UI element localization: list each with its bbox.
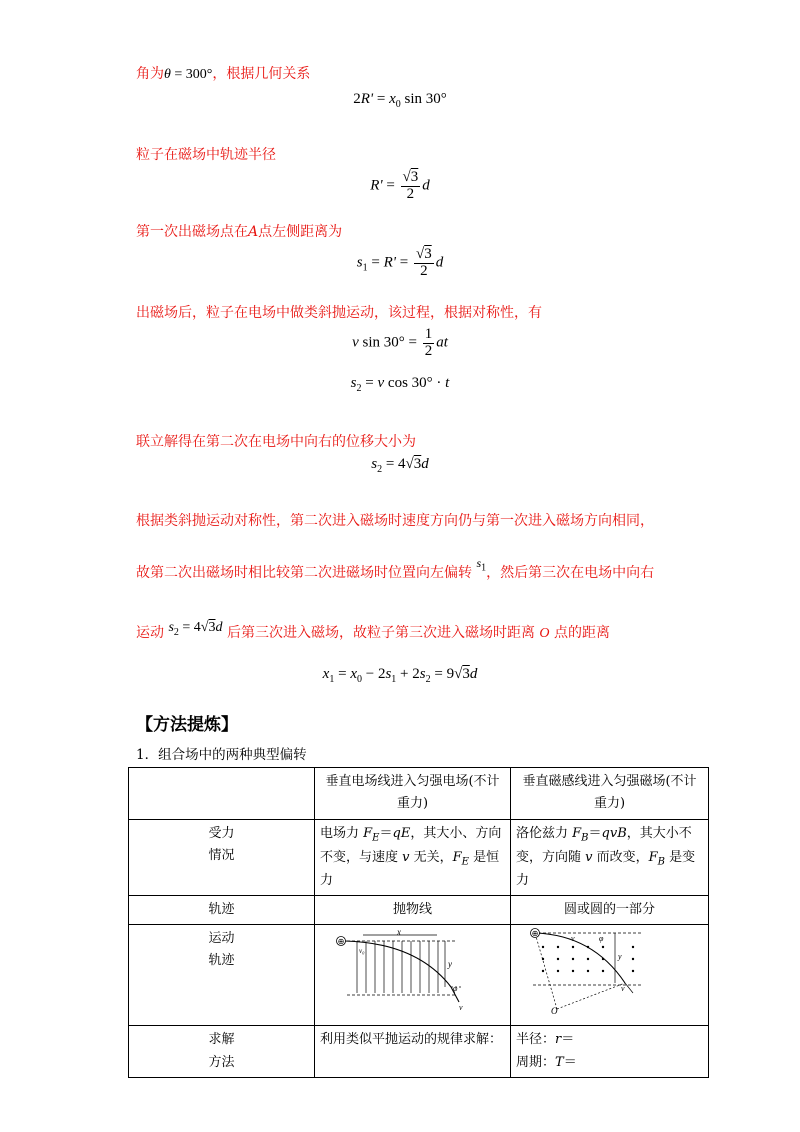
- row-label-force: 受力 情况: [129, 820, 315, 896]
- text-line-offset: 故第二次出磁场时相比较第二次进磁场时位置向左偏转 $s_1$，然后第三次在电场中向右: [136, 556, 655, 581]
- text-line-third-entry: 运动 $s_2 = 4√3d$ 后第三次进入磁场，故粒子第三次进入磁场时距离 O 点的距离: [136, 620, 610, 641]
- row-label-method: 求解 方法: [129, 1026, 315, 1078]
- magnetic-deflection-diagram: [513, 927, 693, 1015]
- equation-7: $x_1 = x_0 - 2s_1 + 2s_2 = 9√3d$: [322, 666, 478, 685]
- row-label-trajectory: 轨迹: [129, 896, 315, 925]
- text-line-solve: 联立解得在第二次在电场中向右的位移大小为: [136, 434, 416, 450]
- equation-1: $2R' = x_0$ sin 30°: [353, 91, 447, 110]
- text-line-first-exit: 第一次出磁场点在A点左侧距离为: [136, 224, 343, 240]
- text-line-oblique: 出磁场后，粒子在电场中做类斜抛运动，该过程，根据对称性，有: [136, 305, 542, 321]
- cell-electric-force: 电场力 $F_E=qE$，其大小、方向不变，与速度 v 无关，$F_E$ 是恒力: [315, 820, 511, 896]
- plus-charge-label-2: ⊕: [531, 929, 539, 939]
- v-label-top: v: [571, 934, 575, 944]
- cell-magnetic-force: 洛伦兹力 $F_B=qvB$，其大小不变，方向随 v 而改变，$F_B$ 是变力: [511, 820, 709, 896]
- v-label-bottom: v: [621, 984, 625, 994]
- phi-label: φ: [453, 984, 458, 994]
- cell-electric-diagram: [315, 925, 511, 1026]
- comparison-table: [128, 767, 709, 1078]
- v0-label: v₀: [359, 947, 365, 956]
- cell-electric-method: 利用类似平抛运动的规律求解：: [315, 1026, 511, 1078]
- section-heading: 【方法提炼】: [136, 715, 238, 735]
- x-label: x: [397, 927, 401, 938]
- y-label-2: y: [618, 952, 622, 962]
- header-magnetic-field: 垂直磁感线进入匀强磁场(不计重力): [511, 768, 709, 820]
- cell-circle: 圆或圆的一部分: [511, 896, 709, 925]
- cell-magnetic-diagram: [511, 925, 709, 1026]
- v-label: v: [459, 1003, 463, 1013]
- text-line-radius: 粒子在磁场中轨迹半径: [136, 147, 276, 163]
- o-label: O: [551, 1006, 558, 1016]
- equation-4: v sin 30° = $\frac{1}{2}$ at: [352, 326, 448, 359]
- cell-parabola: 抛物线: [315, 896, 511, 925]
- y-label: y: [448, 959, 452, 970]
- cell-magnetic-method: 半径：r＝ 周期：T＝: [511, 1026, 709, 1078]
- plus-charge-label: ⊕: [337, 937, 345, 947]
- electric-deflection-diagram: [317, 927, 492, 1015]
- text-line-symmetry: 根据类斜抛运动对称性，第二次进入磁场时速度方向仍与第一次进入磁场方向相同，: [136, 513, 654, 529]
- row-label-motion: 运动 轨迹: [129, 925, 315, 1026]
- equation-3: $s_1 = R'$ = $\frac{√3}{2}$ d: [356, 246, 444, 279]
- text-line-angle: 角为θ = 300°，根据几何关系: [136, 66, 311, 82]
- header-electric-field: 垂直电场线进入匀强电场(不计重力): [315, 768, 511, 820]
- equation-2: R' = $\frac{√3}{2}$ d: [370, 169, 430, 202]
- phi-label-2: φ: [599, 934, 604, 944]
- section-subheading: 1．组合场中的两种典型偏转: [136, 747, 307, 763]
- table-corner-cell: [129, 768, 315, 820]
- equation-6: $s_2 = 4√3d$: [371, 456, 429, 475]
- equation-5: $s_2 = v$ cos 30° · t: [350, 375, 450, 394]
